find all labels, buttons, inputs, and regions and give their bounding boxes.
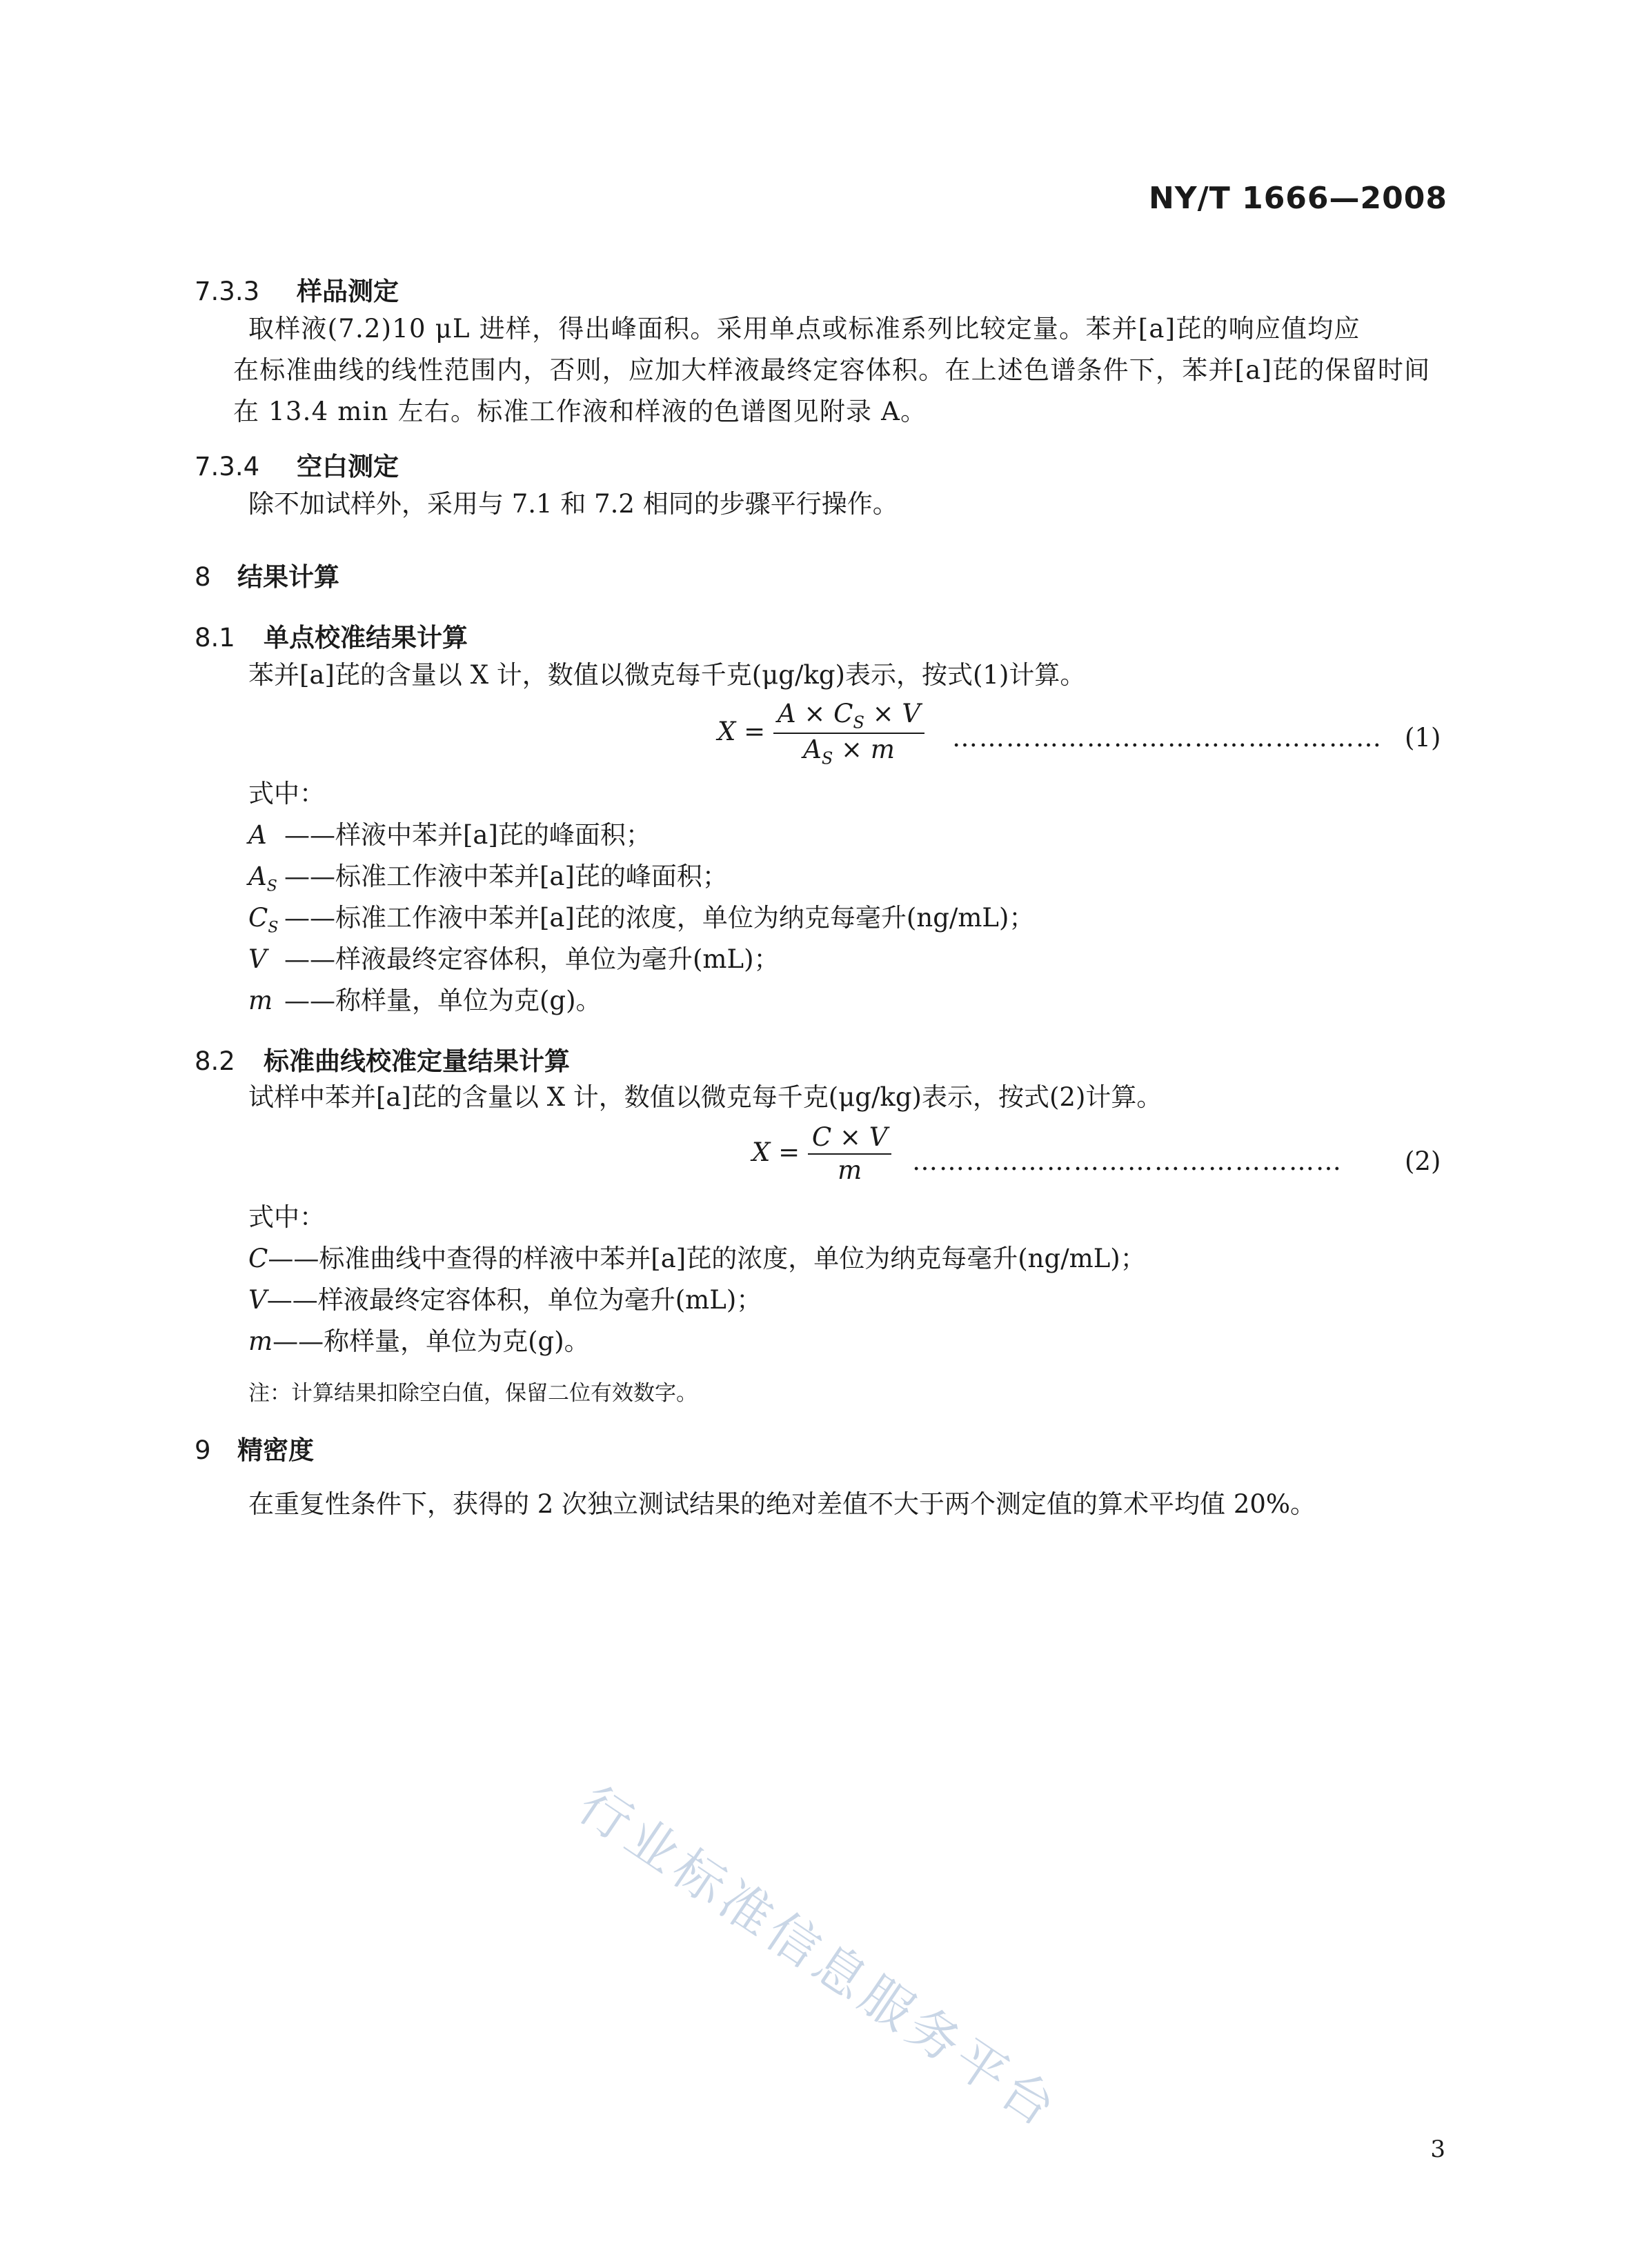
standard-code: NY/T 1666—2008 <box>1148 181 1447 216</box>
section-title: 空白测定 <box>297 452 399 481</box>
definition-line: C——标准曲线中查得的样液中苯并[a]芘的浓度，单位为纳克每毫升(ng/mL)； <box>248 1244 1146 1273</box>
paragraph-line: 在 13.4 min 左右。标准工作液和样液的色谱图见附录 A。 <box>233 397 927 426</box>
section-title: 标准曲线校准定量结果计算 <box>264 1046 570 1076</box>
formula-dots: ………………………………………… <box>912 1146 1343 1176</box>
section-number: 7.3.4 <box>195 452 260 481</box>
section-number: 8 <box>195 562 211 592</box>
note: 注：计算结果扣除空白值，保留二位有效数字。 <box>248 1381 698 1406</box>
paragraph-line: 在标准曲线的线性范围内，否则，应加大样液最终定容体积。在上述色谱条件下，苯并[a]芘的保留时间 <box>233 355 1431 385</box>
formula-1 <box>718 698 924 769</box>
formula-lhs: X = <box>752 1137 800 1167</box>
formula-fraction <box>773 698 924 769</box>
definition-line: $A_S$ ——标准工作液中苯并[a]芘的峰面积； <box>248 862 728 895</box>
formula-lhs: X = <box>718 716 766 746</box>
heading-7-3-4 <box>195 446 399 483</box>
definition-line: V——样液最终定容体积，单位为毫升(mL)； <box>248 1285 762 1315</box>
section-title: 单点校准结果计算 <box>264 623 468 653</box>
section-title: 精密度 <box>237 1435 314 1465</box>
paragraph-line: 除不加试样外，采用与 7.1 和 7.2 相同的步骤平行操作。 <box>248 489 898 519</box>
formula-2 <box>752 1122 891 1187</box>
paragraph-line: 试样中苯并[a]芘的含量以 X 计，数值以微克每千克(μg/kg)表示，按式(2)计算。 <box>248 1082 1163 1112</box>
equation-number: (1) <box>1405 723 1441 753</box>
definition-line: m——称样量，单位为克(g)。 <box>248 1326 590 1356</box>
fraction-numerator: $A \times C_S \times V$ <box>773 698 924 734</box>
definition-line: A ——样液中苯并[a]芘的峰面积； <box>248 820 651 850</box>
heading-9 <box>195 1429 314 1466</box>
page-number: 3 <box>1430 2136 1445 2163</box>
fraction-denominator: m <box>838 1155 862 1186</box>
fraction-denominator: $A_S \times m$ <box>803 735 895 768</box>
formula-fraction <box>808 1122 892 1187</box>
section-number: 7.3.3 <box>195 277 260 306</box>
paragraph-line: 在重复性条件下，获得的 2 次独立测试结果的绝对差值不大于两个测定值的算术平均值 20%。 <box>248 1489 1316 1519</box>
fraction-numerator: C × V <box>808 1122 892 1155</box>
section-title: 结果计算 <box>237 562 339 592</box>
heading-8 <box>195 556 339 593</box>
formula-dots: ………………………………………… <box>952 723 1383 753</box>
section-number: 9 <box>195 1435 211 1465</box>
definition-line: m ——称样量，单位为克(g)。 <box>248 986 602 1015</box>
heading-8-1 <box>195 617 468 654</box>
paragraph-line: 取样液(7.2)10 μL 进样，得出峰面积。采用单点或标准系列比较定量。苯并[a]芘的响应值均应 <box>248 314 1361 344</box>
section-number: 8.1 <box>195 623 235 653</box>
paragraph-line: 苯并[a]芘的含量以 X 计，数值以微克每千克(μg/kg)表示，按式(1)计算。 <box>248 660 1086 690</box>
section-number: 8.2 <box>195 1046 235 1076</box>
watermark: 行业标准信息服务平台 <box>567 1775 1070 2141</box>
where-label: 式中： <box>248 1202 325 1232</box>
definition-line: V ——样液最终定容体积，单位为毫升(mL)； <box>248 944 780 974</box>
heading-7-3-3 <box>195 270 399 308</box>
definition-line: $C_S$ ——标准工作液中苯并[a]芘的浓度，单位为纳克每毫升(ng/mL)； <box>248 903 1035 937</box>
where-label: 式中： <box>248 779 325 808</box>
equation-number: (2) <box>1405 1146 1441 1176</box>
heading-8-2 <box>195 1040 570 1077</box>
section-title: 样品测定 <box>297 277 399 306</box>
